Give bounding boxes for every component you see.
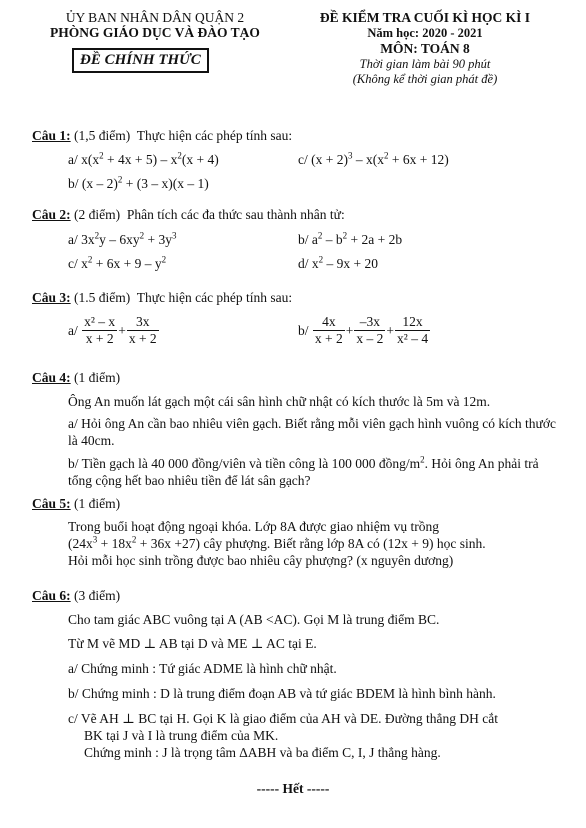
question-5-heading	[32, 496, 120, 512]
question-4-heading	[32, 370, 120, 386]
q2a-pre: a/ 3x	[68, 232, 95, 247]
question-6-item-c-line-1: c/ Vẽ AH ⊥ BC tại H. Gọi K là giao điểm của AH và DE. Đường thẳng DH cắt	[68, 711, 498, 726]
question-1-heading	[32, 128, 292, 144]
header-left-line1: ỦY BAN NHÂN DÂN QUẬN 2	[65, 10, 245, 25]
question-3-points: (1.5 điểm)	[74, 290, 131, 305]
q3b-plus-1: +	[345, 322, 354, 338]
question-6-item-c-line-2: BK tại J và I là trung điểm của MK.	[84, 728, 279, 743]
q2d-exp1: 2	[318, 254, 324, 265]
question-5-line-2	[68, 536, 486, 552]
q2a-exp3: 3	[172, 230, 177, 241]
q3b-f2-denominator: x – 2	[356, 331, 384, 346]
header-left-line2: PHÒNG GIÁO DỤC VÀ ĐÀO TẠO	[50, 25, 260, 40]
question-2-heading	[32, 207, 345, 223]
q2a-mid2: + 3y	[144, 232, 172, 247]
q1c-exp2: 2	[383, 150, 389, 161]
q3a-plus: +	[118, 322, 126, 338]
q3a-f1-numerator: x² – x	[84, 314, 116, 329]
question-6-line-2: Từ M vẽ MD ⊥ AB tại D và ME ⊥ AC tại E.	[68, 636, 317, 651]
q3b-plus-2: +	[386, 322, 395, 338]
q3b-f3-denominator: x² – 4	[397, 331, 429, 346]
q1a-mid: + 4x + 5) – x	[103, 152, 178, 167]
question-5-label: Câu 5:	[32, 496, 71, 511]
question-3-label: Câu 3:	[32, 290, 71, 305]
q2c-exp2: 2	[161, 254, 167, 265]
question-6-item-a: a/ Chứng minh : Tứ giác ADME là hình chữ nhật.	[68, 661, 337, 676]
question-4-intro: Ông An muốn lát gạch một cái sân hình chữ nhật có kích thước là 5m và 12m.	[68, 394, 491, 409]
q2a-mid1: y – 6xy	[99, 232, 140, 247]
question-2-prompt: Phân tích các đa thức sau thành nhân tử:	[126, 207, 345, 222]
q1c-post: + 6x + 12)	[388, 152, 449, 167]
question-1-label: Câu 1:	[32, 128, 71, 143]
question-3-item-b	[298, 314, 431, 347]
q1b-pre: b/ (x – 2)	[68, 176, 118, 191]
q1b-exp1: 2	[117, 174, 123, 185]
question-6-points: (3 điểm)	[74, 588, 121, 603]
q2b-pre: b/ a	[298, 232, 318, 247]
header-right-line1: ĐỀ KIỂM TRA CUỐI KÌ HỌC KÌ I	[319, 10, 531, 25]
q3a-label: a/	[68, 322, 78, 338]
question-4-label: Câu 4:	[32, 370, 71, 385]
question-1-item-c	[298, 152, 449, 168]
q4b-exp: 2	[420, 454, 425, 465]
question-5-line-3: Hỏi mỗi học sinh trồng được bao nhiêu cây phượng? (x nguyên dương)	[68, 553, 454, 568]
question-6-line-1: Cho tam giác ABC vuông tại A (AB <AC). Gọi M là trung điểm BC.	[68, 612, 440, 627]
q2a-exp1: 2	[94, 230, 100, 241]
question-3-item-a	[68, 314, 160, 347]
q2d-post: – 9x + 20	[323, 256, 379, 271]
q3b-f1-denominator: x + 2	[314, 331, 343, 346]
q3b-label: b/	[298, 322, 309, 338]
q5-line2-mid: + 18x	[97, 536, 132, 551]
q1c-pre: c/ (x + 2)	[298, 152, 348, 167]
q3a-fraction-1	[82, 314, 117, 347]
end-marker: ----- Hết -----	[256, 781, 330, 796]
q3a-f2-numerator: 3x	[127, 314, 159, 331]
question-5-line-1: Trong buổi hoạt động ngoại khóa. Lớp 8A được giao nhiệm vụ trồng	[68, 519, 439, 534]
question-5-points: (1 điểm)	[74, 496, 121, 511]
q1a-exp1: 2	[99, 150, 104, 161]
question-1-points: (1,5 điểm)	[74, 128, 131, 143]
question-2-item-b	[298, 232, 402, 248]
question-6-item-c-line-3: Chứng minh : J là trọng tâm ∆ABH và ba điểm C, I, J thẳng hàng.	[84, 745, 441, 760]
question-6-label: Câu 6:	[32, 588, 71, 603]
header-right-line3: MÔN: TOÁN 8	[380, 41, 470, 56]
q2c-pre: c/ x	[68, 256, 88, 271]
q2b-post: + 2a + 2b	[347, 232, 403, 247]
question-3-heading	[32, 290, 292, 306]
header-right-line4: Thời gian làm bài 90 phút	[359, 57, 491, 71]
q3a-f2-denominator: x + 2	[128, 331, 157, 346]
question-4-points: (1 điểm)	[74, 370, 121, 385]
question-2-item-c	[68, 256, 166, 272]
q4b-pre: b/ Tiền gạch là 40 000 đồng/viên và tiền công là 100 000 đồng/m	[68, 456, 421, 471]
q5-line2-exp1: 3	[92, 534, 98, 545]
q4b-post: . Hỏi ông An phải trả tổng cộng hết bao nhiêu tiền để lát sân gạch?	[68, 456, 539, 488]
q3b-f2-numerator: –3x	[354, 314, 385, 331]
question-2-item-a	[68, 232, 177, 248]
question-4-item-a: a/ Hỏi ông An cần bao nhiêu viên gạch. Biết rằng mỗi viên gạch hình vuông có kích thước là 40cm.	[68, 416, 556, 448]
q5-line2-pre: (24x	[68, 536, 93, 551]
q1a-pre: a/ x(x	[68, 152, 100, 167]
q1c-exp1: 3	[347, 150, 353, 161]
q1b-post: + (3 – x)(x – 1)	[122, 176, 209, 191]
q3b-f1-numerator: 4x	[313, 314, 345, 331]
q3a-fraction-2	[127, 314, 159, 347]
q5-line2-exp2: 2	[131, 534, 137, 545]
question-2-item-d	[298, 256, 378, 272]
q5-line2-post: + 36x +27) cây phượng. Biết rằng lớp 8A có (12x + 9) học sinh.	[136, 536, 486, 551]
q3b-f3-numerator: 12x	[395, 314, 430, 331]
q2b-exp2: 2	[342, 230, 348, 241]
official-stamp: ĐỀ CHÍNH THỨC	[72, 48, 209, 73]
question-6-heading	[32, 588, 120, 604]
q2d-pre: d/ x	[298, 256, 319, 271]
q3b-fraction-2	[354, 314, 385, 347]
q3b-fraction-3	[395, 314, 430, 347]
question-1-prompt: Thực hiện các phép tính sau:	[136, 128, 293, 143]
q3a-f1-denominator: x + 2	[85, 331, 114, 346]
question-4-item-b	[68, 455, 558, 489]
q2a-exp2: 2	[139, 230, 145, 241]
header-right-line2: Năm học: 2020 - 2021	[367, 26, 483, 40]
question-2-points: (2 điểm)	[74, 207, 121, 222]
header-right-line5: (Không kể thời gian phát đề)	[352, 72, 498, 86]
question-6-item-b: b/ Chứng minh : D là trung điểm đoạn AB và tứ giác BDEM là hình bình hành.	[68, 686, 496, 701]
q2b-mid: – b	[322, 232, 343, 247]
question-1-item-a	[68, 152, 219, 168]
q1a-exp2: 2	[177, 150, 182, 161]
q1c-mid: – x(x	[352, 152, 384, 167]
q1a-post: (x + 4)	[181, 152, 219, 167]
q2c-mid: + 6x + 9 – y	[92, 256, 162, 271]
question-3-prompt: Thực hiện các phép tính sau:	[136, 290, 293, 305]
q2c-exp1: 2	[87, 254, 93, 265]
q3b-fraction-1	[313, 314, 345, 347]
q2b-exp1: 2	[317, 230, 323, 241]
question-1-item-b	[68, 176, 209, 192]
question-2-label: Câu 2:	[32, 207, 71, 222]
